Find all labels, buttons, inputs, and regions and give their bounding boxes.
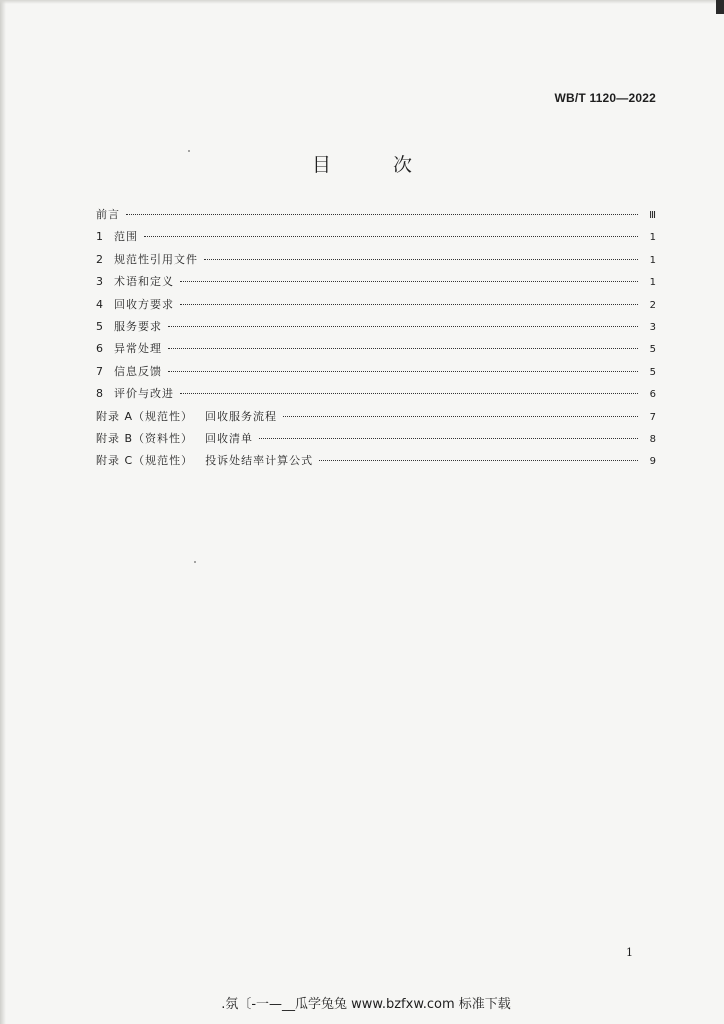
toc-entry-label	[96, 408, 277, 424]
toc-entry-page: 1	[649, 254, 656, 266]
toc-entry-page: Ⅲ	[649, 210, 656, 221]
toc-entry-page: 1	[649, 277, 656, 289]
toc-entry-number: 8	[96, 387, 103, 401]
toc-entry-number: 6	[96, 342, 103, 356]
toc-entry-page: 5	[649, 344, 656, 356]
toc-dot-leader	[259, 437, 638, 439]
scan-corner-mark	[716, 0, 724, 14]
toc-dot-leader	[126, 213, 638, 215]
standard-code: WB/T 1120—2022	[554, 91, 656, 105]
toc-entry-page: 5	[649, 366, 656, 378]
toc-entry-page: 6	[649, 389, 656, 401]
toc-entry-number: 2	[96, 252, 103, 266]
toc-entry[interactable]	[96, 251, 656, 273]
toc-entry-label-text: 评价与改进	[114, 387, 174, 401]
toc-dot-leader	[283, 415, 638, 417]
toc-entry-label-text: 附录 C（规范性）	[96, 454, 194, 468]
toc-entry-number: 5	[96, 319, 103, 333]
toc-entry-page: 9	[649, 456, 656, 468]
toc-dot-leader	[204, 258, 638, 260]
toc-dot-leader	[168, 370, 638, 372]
toc-entry-label-text: 异常处理	[114, 342, 162, 356]
toc-entry-label	[96, 452, 313, 468]
toc-entry[interactable]	[96, 385, 656, 407]
toc-entry-page: 2	[649, 299, 656, 311]
toc-entry-label-text: 附录 A（规范性）	[96, 409, 194, 423]
toc-entry[interactable]	[96, 273, 656, 295]
toc-entry-label	[96, 430, 253, 446]
toc-entry-label-text: 前言	[96, 208, 120, 221]
toc-entry-label-text: 范围	[114, 230, 138, 244]
toc-dot-leader	[144, 235, 638, 237]
toc-entry-label-text: 回收方要求	[114, 297, 174, 311]
toc-entry-label-text: 信息反馈	[114, 364, 162, 378]
toc-entry-page: 7	[649, 411, 656, 423]
toc-dot-leader	[180, 392, 638, 394]
toc-dot-leader	[180, 303, 638, 305]
toc-entry-appendix-title: 投诉处结率计算公式	[205, 454, 314, 468]
toc-entry-number: 7	[96, 364, 103, 378]
toc-entry-number: 3	[96, 275, 103, 289]
toc-entry-label-text: 规范性引用文件	[114, 252, 198, 266]
footer-watermark: .氛〔-一—__瓜学兔兔 www.bzfxw.com 标准下载	[221, 997, 511, 1012]
toc-entry[interactable]	[96, 206, 656, 228]
toc-entry-appendix-title: 回收清单	[205, 431, 254, 445]
toc-dot-leader	[180, 280, 638, 282]
toc-entry-number: 1	[96, 230, 103, 244]
toc-entry-label	[96, 206, 120, 222]
toc-entry-label	[114, 385, 174, 401]
table-of-contents	[96, 206, 656, 475]
toc-entry[interactable]	[96, 318, 656, 340]
toc-entry-label-text: 术语和定义	[114, 275, 174, 289]
toc-dot-leader	[319, 459, 638, 461]
toc-entry[interactable]	[96, 340, 656, 362]
scan-speck	[194, 561, 196, 563]
toc-entry-page: 1	[649, 232, 656, 244]
toc-entry-label-text: 服务要求	[114, 319, 162, 333]
toc-dot-leader	[168, 347, 638, 349]
toc-entry-page: 8	[649, 433, 656, 445]
toc-entry-number: 4	[96, 297, 103, 311]
toc-entry-label	[114, 318, 162, 334]
toc-entry-label	[114, 273, 174, 289]
toc-entry-label	[114, 363, 162, 379]
toc-entry-label-text: 附录 B（资料性）	[96, 431, 194, 445]
toc-entry[interactable]	[96, 228, 656, 250]
toc-entry[interactable]	[96, 430, 656, 452]
page-number: 1	[626, 946, 633, 959]
toc-entry[interactable]	[96, 408, 656, 430]
toc-entry-label	[114, 296, 174, 312]
toc-entry[interactable]	[96, 452, 656, 474]
toc-entry[interactable]	[96, 296, 656, 318]
toc-entry[interactable]	[96, 363, 656, 385]
toc-entry-page: 3	[649, 321, 656, 333]
toc-entry-label	[114, 228, 138, 244]
toc-title: 目 次	[311, 154, 441, 176]
toc-entry-label	[114, 251, 198, 267]
scan-edge-top	[0, 0, 724, 4]
toc-dot-leader	[168, 325, 638, 327]
toc-entry-appendix-title: 回收服务流程	[205, 409, 278, 423]
toc-entry-label	[114, 340, 162, 356]
